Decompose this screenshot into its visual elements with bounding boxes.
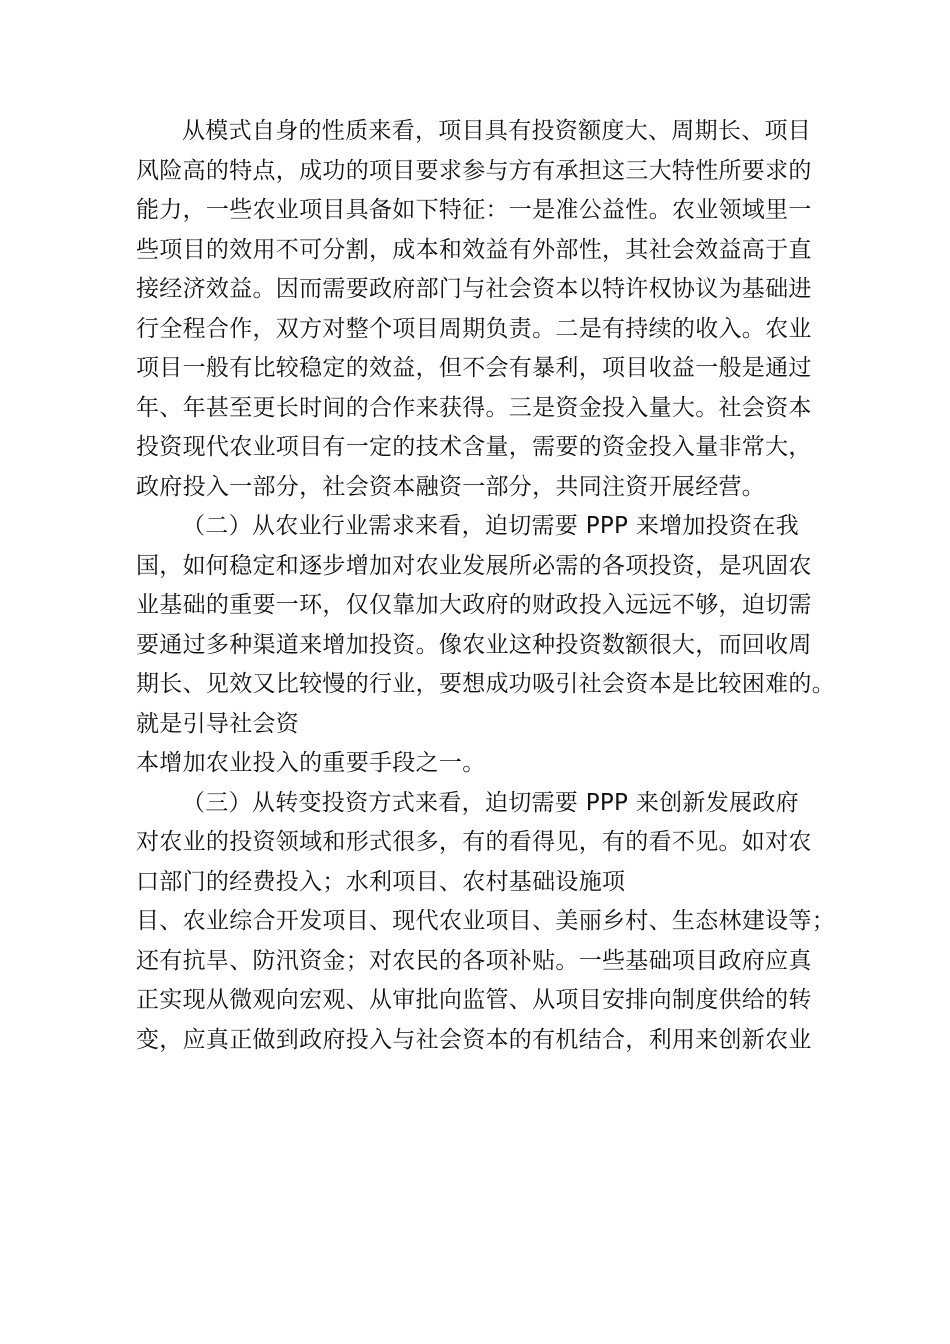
text-line: 投资现代农业项目有一定的技术含量，需要的资金投入量非常大， [136, 434, 812, 460]
text-line: 口部门的经费投入；水利项目、农村基础设施项 [136, 868, 626, 895]
text-line: 就是引导社会资 [136, 710, 300, 737]
text-line: 期长、见效又比较慢的行业，要想成功吸引社会资本是比较困难的。 [136, 671, 835, 697]
text-line: 能力，一些农业项目具备如下特征：一是准公益性。农业领域里一 [136, 197, 812, 223]
text-line: 项目一般有比较稳定的效益，但不会有暴利，项目收益一般是通过 [136, 355, 812, 381]
text-line: 年、年甚至更长时间的合作来获得。三是资金投入量大。社会资本 [136, 394, 812, 421]
text-line: （二）从农业行业需求来看，迫切需要 PPP 来增加投资在我 [182, 513, 799, 539]
text-line: 政府投入一部分，社会资本融资一部分，共同注资开展经营。 [136, 473, 766, 500]
text-line: 本增加农业投入的重要手段之一。 [136, 750, 486, 776]
text-line: 些项目的效用不可分割，成本和效益有外部性，其社会效益高于直 [136, 236, 812, 263]
text-line: 业基础的重要一环，仅仅靠加大政府的财政投入远远不够，迫切需 [136, 592, 812, 618]
text-line: 正实现从微观向宏观、从审批向监管、从项目安排向制度供给的转 [136, 987, 812, 1013]
text-line: 变，应真正做到政府投入与社会资本的有机结合，利用来创新农业 [136, 1026, 812, 1053]
text-line: 接经济效益。因而需要政府部门与社会资本以特许权协议为基础进 [136, 276, 812, 302]
text-line: 要通过多种渠道来增加投资。像农业这种投资数额很大，而回收周 [136, 631, 812, 658]
body-text [136, 112, 836, 1060]
text-line: 从模式自身的性质来看，项目具有投资额度大、周期长、项目 [182, 118, 812, 144]
text-line: 目、农业综合开发项目、现代农业项目、美丽乡村、生态林建设等； [136, 908, 835, 934]
text-line: 行全程合作，双方对整个项目周期负责。二是有持续的收入。农业 [136, 315, 812, 342]
text-line: 还有抗旱、防汛资金；对农民的各项补贴。一些基础项目政府应真 [136, 947, 812, 974]
text-line: 风险高的特点，成功的项目要求参与方有承担这三大特性所要求的 [136, 157, 812, 184]
text-line: 国，如何稳定和逐步增加对农业发展所必需的各项投资，是巩固农 [136, 552, 812, 579]
text-line: 对农业的投资领域和形式很多，有的看得见，有的看不见。如对农 [136, 829, 812, 855]
text-line: （三）从转变投资方式来看，迫切需要 PPP 来创新发展政府 [182, 789, 799, 816]
